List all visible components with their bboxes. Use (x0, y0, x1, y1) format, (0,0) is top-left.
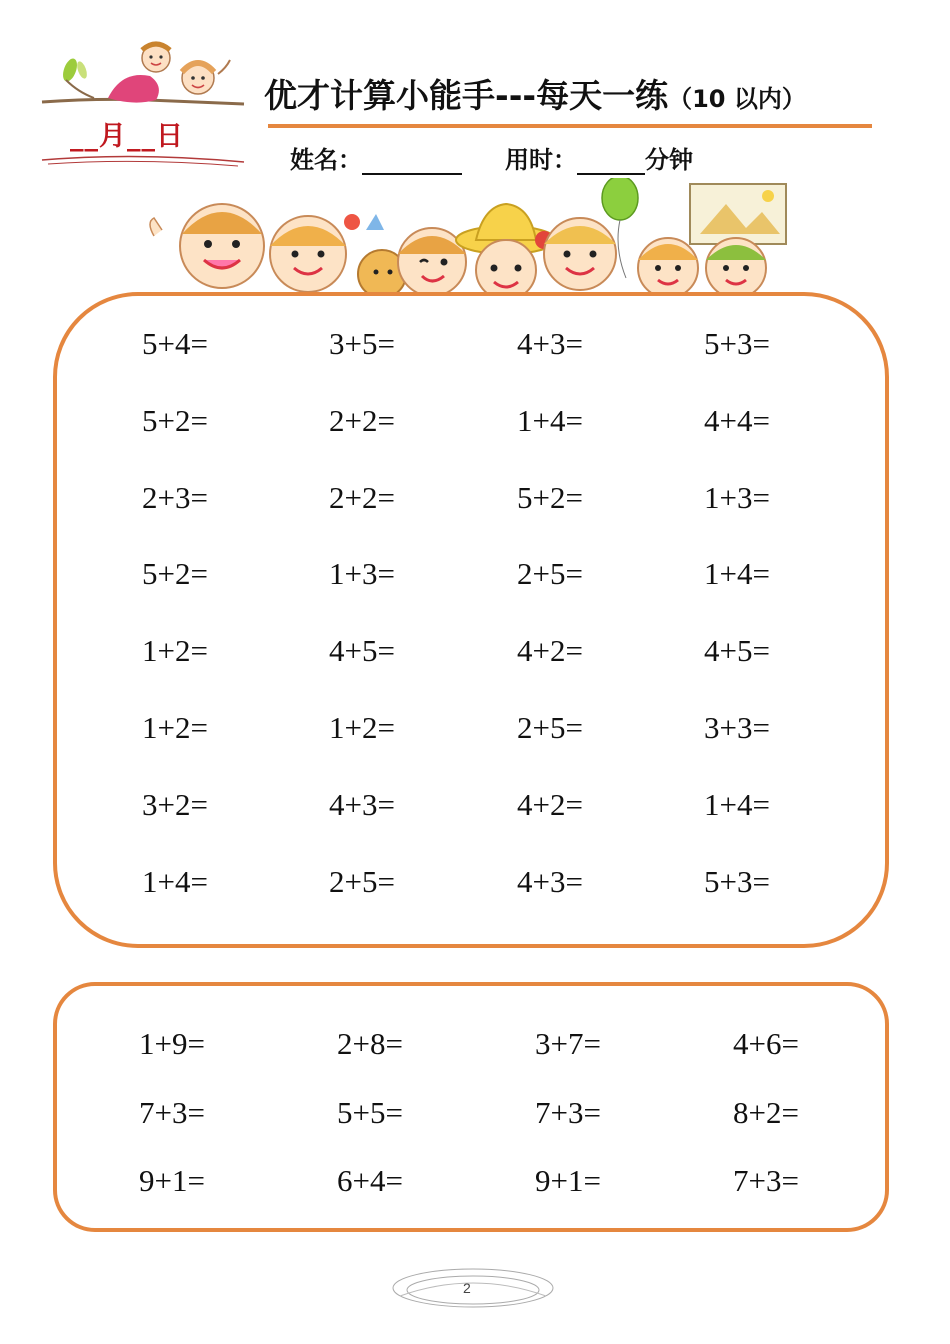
problem-item: 2+5= (517, 556, 583, 592)
problem-item: 5+3= (704, 326, 770, 361)
problem-item: 2+8= (337, 1026, 403, 1061)
problem-item: 5+2= (142, 402, 208, 438)
problem-item: 4+2= (517, 786, 583, 822)
time-blank[interactable] (577, 147, 645, 175)
problem-item: 2+2= (329, 402, 395, 438)
page-ornament-icon (390, 1266, 556, 1310)
problem-item: 1+2= (329, 710, 395, 745)
problem-item: 4+3= (517, 326, 583, 361)
problem-item: 3+5= (329, 326, 395, 361)
date-field: __月__日 (70, 121, 184, 152)
time-unit: 分钟 (645, 146, 693, 174)
problem-item: 3+3= (704, 710, 770, 745)
name-field (290, 140, 462, 175)
problem-item: 6+4= (337, 1163, 403, 1198)
problem-item: 4+4= (704, 402, 770, 438)
children-banner-illustration (140, 178, 800, 303)
problem-item: 3+7= (535, 1026, 601, 1061)
practice-box-1 (53, 292, 889, 948)
problem-item: 1+4= (704, 786, 770, 822)
title-range-note: （10 以内） (668, 85, 806, 113)
problem-item: 2+2= (329, 479, 395, 515)
name-blank[interactable] (362, 147, 462, 175)
problem-item: 4+6= (733, 1026, 799, 1061)
problem-item: 7+3= (139, 1094, 205, 1130)
problem-item: 4+5= (329, 633, 395, 669)
problem-item: 5+2= (142, 556, 208, 592)
problem-item: 1+2= (142, 710, 208, 745)
problem-item: 4+3= (329, 786, 395, 822)
problem-item: 9+1= (139, 1163, 205, 1198)
problem-item: 7+3= (733, 1163, 799, 1198)
problem-item: 1+4= (704, 556, 770, 592)
problem-item: 2+5= (329, 863, 395, 899)
problem-item: 4+2= (517, 633, 583, 669)
problem-item: 2+5= (517, 710, 583, 745)
problem-item: 8+2= (733, 1094, 799, 1130)
title-main: 优才计算小能手---每天一练 (264, 76, 669, 115)
problem-item: 1+4= (517, 402, 583, 438)
name-label: 姓名： (290, 146, 362, 174)
problem-item: 5+3= (704, 863, 770, 899)
problem-item: 5+2= (517, 479, 583, 515)
problem-item: 9+1= (535, 1163, 601, 1198)
problem-item: 4+3= (517, 863, 583, 899)
problem-item: 2+3= (142, 479, 208, 515)
problem-item: 1+3= (704, 479, 770, 515)
problem-item: 4+5= (704, 633, 770, 669)
problem-item: 5+4= (142, 326, 208, 361)
problem-item: 1+9= (139, 1026, 205, 1061)
problem-item: 1+3= (329, 556, 395, 592)
time-field (505, 140, 693, 175)
problem-item: 1+2= (142, 633, 208, 669)
time-label: 用时： (505, 146, 577, 174)
problem-item: 1+4= (142, 863, 208, 899)
problem-item: 5+5= (337, 1094, 403, 1130)
page-title (264, 70, 806, 117)
title-underline (268, 124, 872, 128)
problem-item: 7+3= (535, 1094, 601, 1130)
problem-item: 3+2= (142, 786, 208, 822)
page-number: 2 (463, 1280, 471, 1296)
